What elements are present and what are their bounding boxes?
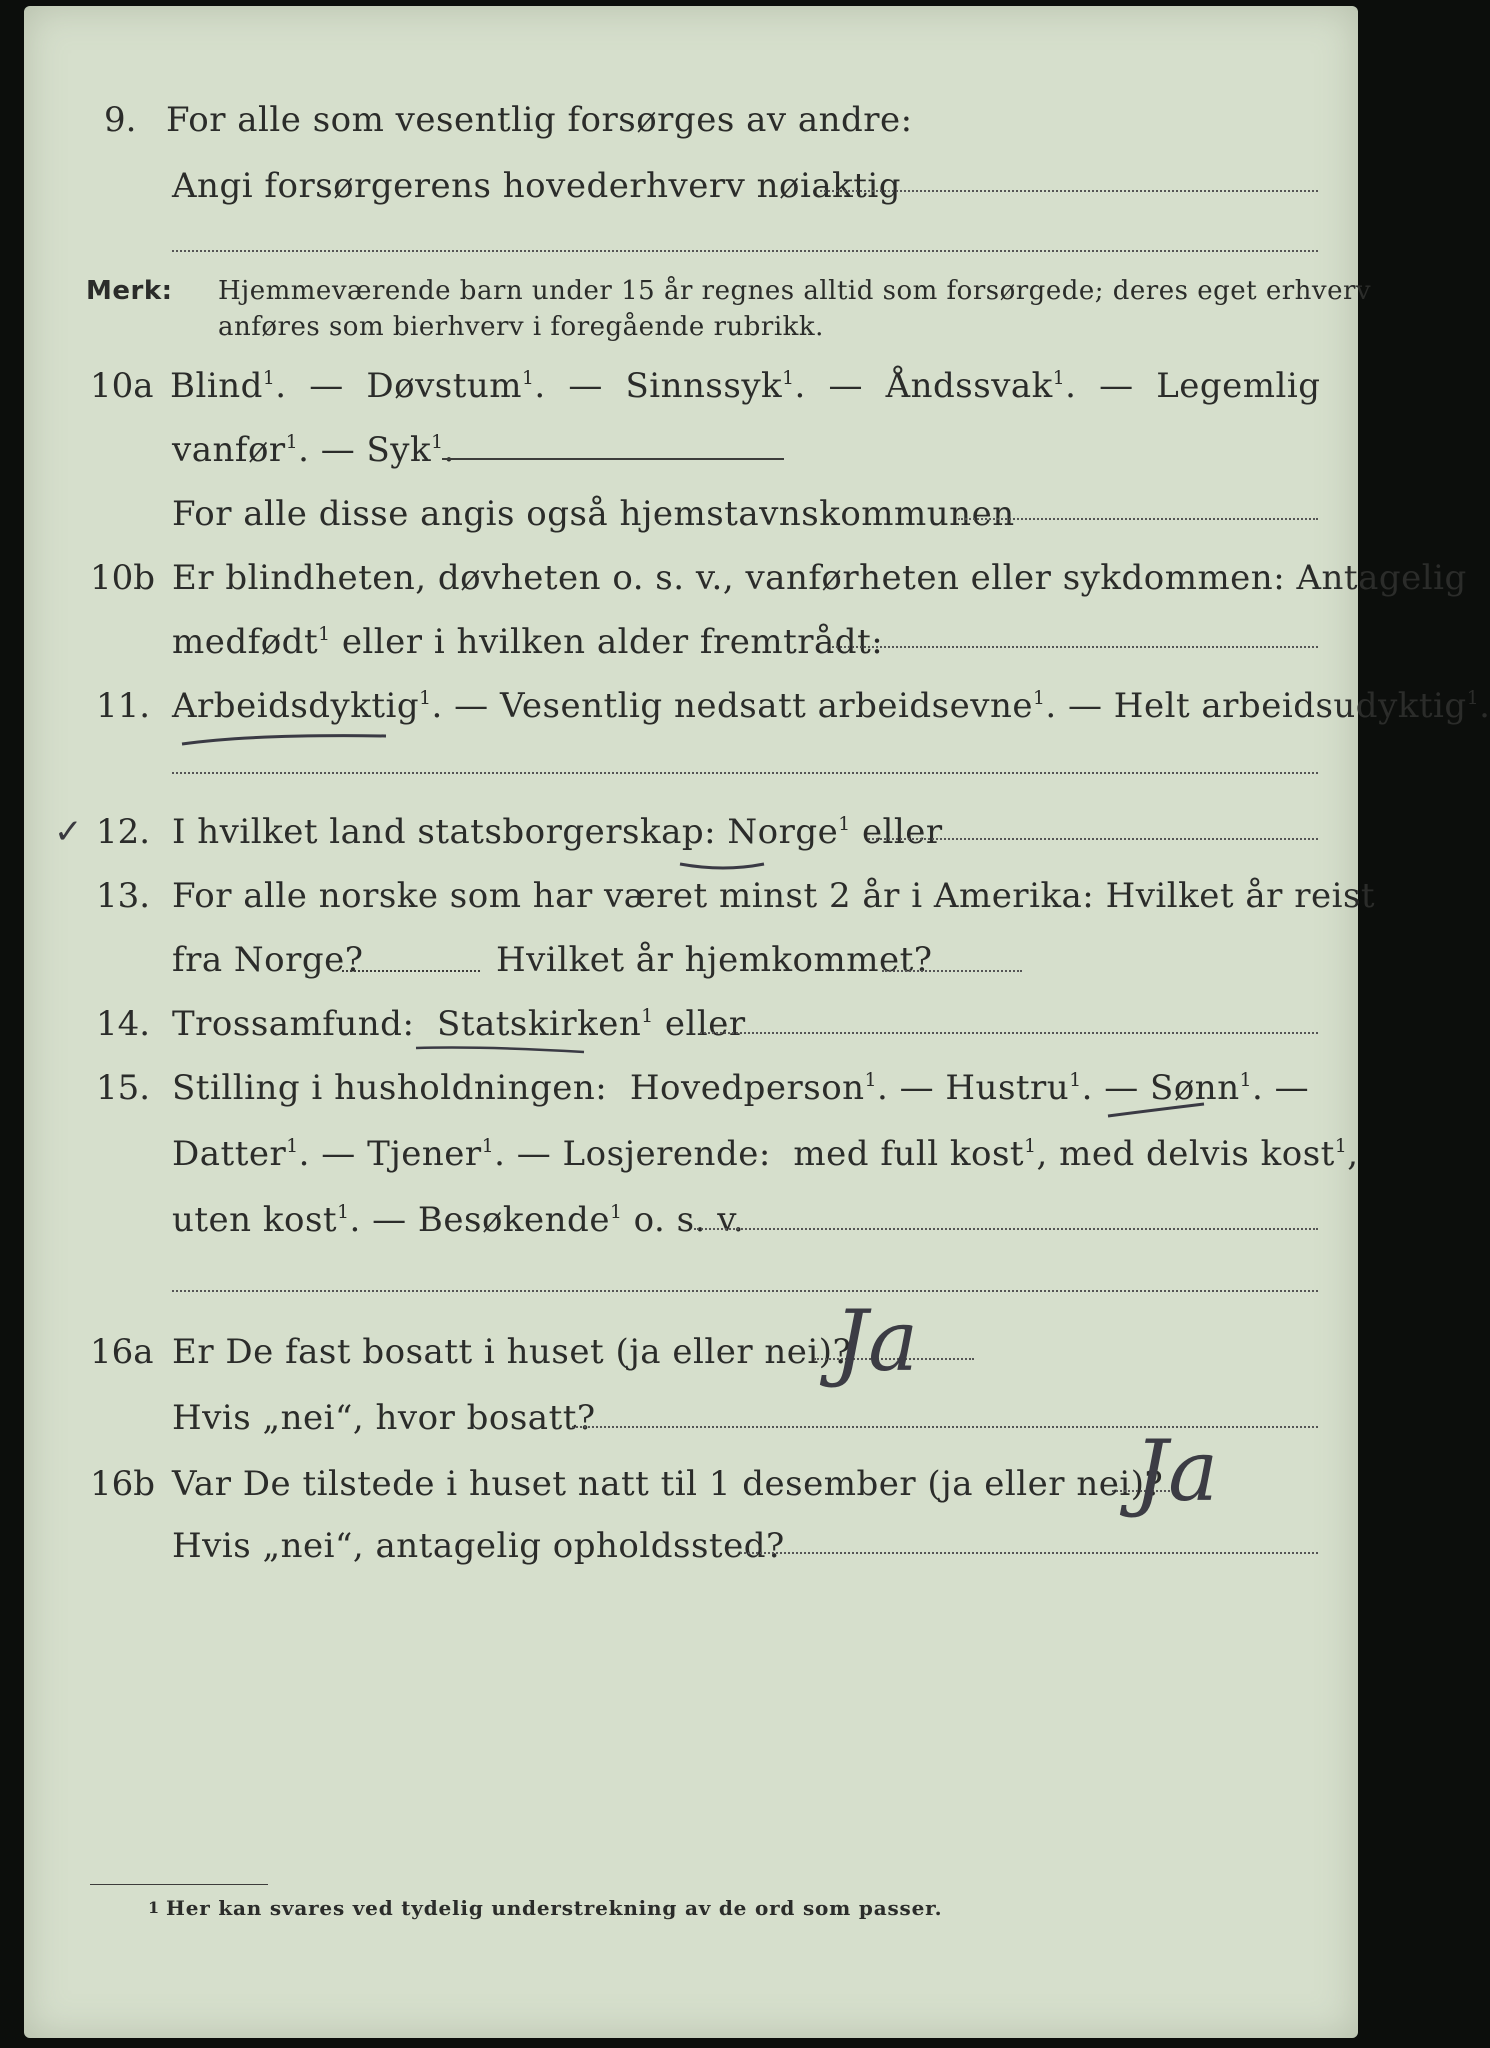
q16b-line2: Hvis „nei“, antagelig opholdssted? [172, 1526, 785, 1566]
opt-arbeidsdyktig: Arbeidsdyktig [172, 686, 420, 726]
merk-label: Merk: [86, 276, 173, 306]
q10a-line3: For alle disse angis også hjemstavnskommunen [172, 494, 1015, 534]
opt-syk: Syk [366, 430, 432, 470]
q11-number: 11. [96, 686, 151, 726]
opt-dovstum: Døvstum [366, 366, 523, 406]
q16a-line2: Hvis „nei“, hvor bosatt? [172, 1398, 596, 1438]
opt-hovedperson: Hovedperson [629, 1068, 865, 1108]
opt-sinnssyk: Sinnssyk [625, 366, 783, 406]
q9-line1: For alle som vesentlig forsørges av andre: [166, 100, 913, 140]
footnote-mark: 1 [148, 1898, 160, 1917]
opt-andssvak: Åndssvak [885, 366, 1053, 406]
q12-line: I hvilket land statsborgerskap: Norge$^1$ eller [172, 812, 943, 852]
opt-besokende: Besøkende [417, 1200, 610, 1240]
q12-number: 12. [96, 812, 151, 852]
pen-underlines [24, 6, 1358, 2038]
check-mark: ✓ [54, 812, 83, 852]
opt-tjener: Tjener [367, 1134, 482, 1174]
q13-line2a: fra Norge? [172, 940, 364, 980]
q10b-number: 10b [90, 558, 156, 598]
opt-full-kost: med full kost [793, 1134, 1025, 1174]
q15-line3: uten kost$^1$. — Besøkende$^1$ o. s. v. [172, 1200, 745, 1240]
opt-sonn: Sønn [1150, 1068, 1240, 1108]
q10a-line2: vanfør$^1$. — Syk$^1$. [172, 430, 455, 470]
opt-statskirken: Statskirken [437, 1004, 642, 1044]
q16b-number: 16b [90, 1464, 156, 1504]
q14-number: 14. [96, 1004, 151, 1044]
q9-line2: Angi forsørgerens hovederhverv nøiaktig [172, 166, 902, 206]
q14-line: Trossamfund: Statskirken$^1$ eller [172, 1004, 746, 1044]
opt-udyktig: Helt arbeidsudyktig [1113, 686, 1467, 726]
footnote-text: Her kan svares ved tydelig understrekning av de ord som passer. [166, 1896, 943, 1920]
q16b-handwritten-answer: Ja [1134, 1422, 1219, 1520]
merk-line1: Hjemmeværende barn under 15 år regnes alltid som forsørgede; deres eget erhverv [218, 276, 1372, 306]
q13-number: 13. [96, 876, 151, 916]
q15-number: 15. [96, 1068, 151, 1108]
q13-line1: For alle norske som har været minst 2 år i Amerika: Hvilket år reist [172, 876, 1376, 916]
opt-nedsatt: Vesentlig nedsatt arbeidsevne [499, 686, 1033, 726]
q10b-line2: medfødt$^1$ eller i hvilken alder fremtrådt: [172, 622, 884, 662]
q16a-handwritten-answer: Ja [834, 1292, 919, 1390]
q15-line2: Datter$^1$. — Tjener$^1$. — Losjerende: med full kost$^1$, med delvis kost$^1$, [172, 1134, 1359, 1174]
opt-legemlig: Legemlig [1156, 366, 1321, 406]
q13-line2b: Hvilket år hjemkommet? [496, 940, 933, 980]
q16a-number: 16a [90, 1332, 154, 1372]
opt-datter: Datter [172, 1134, 287, 1174]
opt-uten-kost: uten kost [172, 1200, 338, 1240]
q10b-line1: Er blindheten, døvheten o. s. v., vanførheten eller sykdommen: Antagelig [172, 558, 1467, 598]
q10a-line1: Blind$^1$. — Døvstum$^1$. — Sinnssyk$^1$. — Åndssvak$^1$. — Legemlig [170, 366, 1321, 406]
q11-line: Arbeidsdyktig$^1$. — Vesentlig nedsatt arbeidsevne$^1$. — Helt arbeidsudyktig$^1$. [172, 686, 1490, 726]
opt-vanfor: vanfør [172, 430, 286, 470]
census-form-sheet [24, 6, 1490, 2038]
q16a-line1: Er De fast bosatt i huset (ja eller nei)? [172, 1332, 852, 1372]
q9-number: 9. [104, 100, 137, 140]
merk-line2: anføres som bierhverv i foregående rubrikk. [218, 312, 824, 342]
footnote-rule [90, 1884, 268, 1885]
q15-line1: Stilling i husholdningen: Hovedperson$^1$. — Hustru$^1$. — Sønn$^1$. — [172, 1068, 1310, 1108]
opt-hustru: Hustru [945, 1068, 1070, 1108]
q10a-number: 10a [90, 366, 154, 406]
q16b-line1: Var De tilstede i huset natt til 1 desember (ja eller nei)? [172, 1464, 1164, 1504]
opt-blind: Blind [170, 366, 263, 406]
opt-norge: Norge [727, 812, 839, 852]
opt-delvis-kost: med delvis kost [1059, 1134, 1335, 1174]
